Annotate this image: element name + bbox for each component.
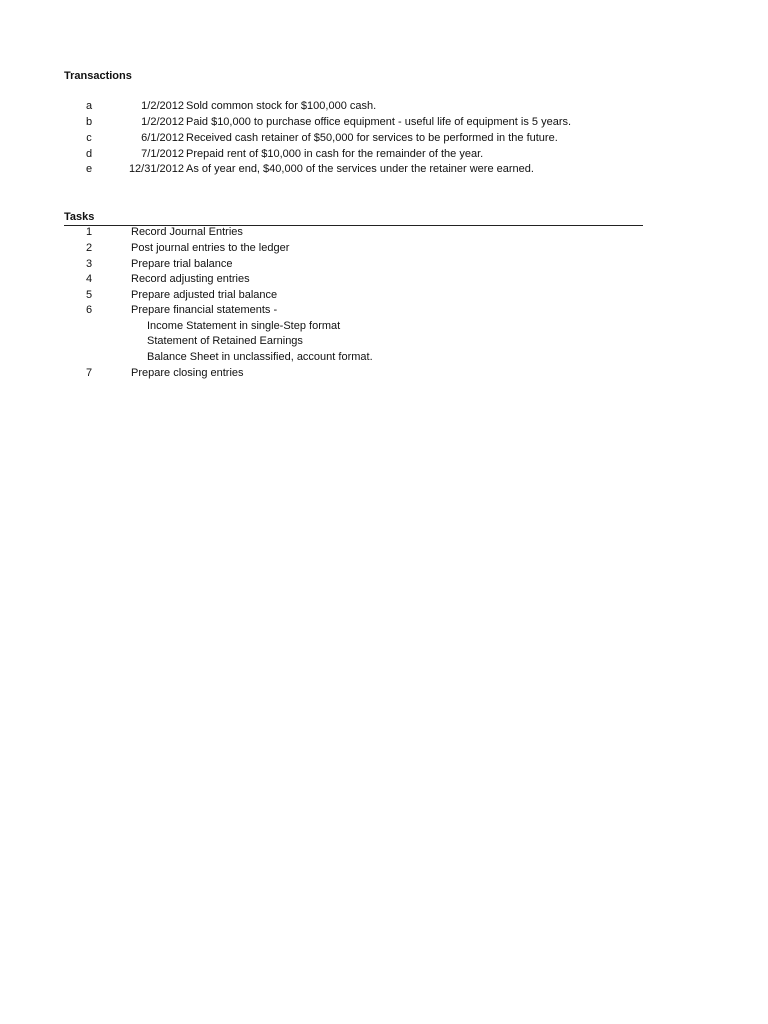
- tasks-heading: Tasks: [64, 211, 95, 223]
- task-number: 5: [85, 289, 93, 301]
- task-number: 7: [85, 367, 93, 379]
- transaction-date: 1/2/2012: [141, 116, 184, 128]
- task-label: Prepare trial balance: [131, 258, 233, 270]
- task-row-6: [0, 303, 700, 319]
- transaction-row-d: [0, 147, 700, 163]
- task-sub-item: Balance Sheet in unclassified, account format.: [147, 351, 373, 363]
- transaction-description: As of year end, $40,000 of the services under the retainer were earned.: [186, 163, 534, 175]
- task-row-7: [0, 366, 700, 382]
- task-label: Post journal entries to the ledger: [131, 242, 290, 254]
- transaction-letter: b: [85, 116, 93, 128]
- transaction-row-a: [0, 99, 700, 115]
- task-label: Prepare adjusted trial balance: [131, 289, 278, 301]
- transaction-letter: a: [85, 100, 93, 112]
- task-row-4: [0, 272, 700, 288]
- transaction-description: Received cash retainer of $50,000 for services to be performed in the future.: [186, 132, 558, 144]
- transaction-description: Paid $10,000 to purchase office equipment - useful life of equipment is 5 years.: [186, 116, 572, 128]
- transaction-row-e: [0, 162, 700, 178]
- task-label: Prepare closing entries: [131, 367, 244, 379]
- transaction-description: Prepaid rent of $10,000 in cash for the remainder of the year.: [186, 148, 484, 160]
- transaction-date: 12/31/2012: [128, 163, 184, 175]
- task-row-5: [0, 288, 700, 304]
- task-row-1: [0, 225, 700, 241]
- transaction-description: Sold common stock for $100,000 cash.: [186, 100, 377, 112]
- task-number: 2: [85, 242, 93, 254]
- transaction-date: 7/1/2012: [141, 148, 184, 160]
- task-sub-item: Statement of Retained Earnings: [147, 335, 303, 347]
- task-number: 6: [85, 304, 93, 316]
- transaction-row-c: [0, 131, 700, 147]
- task-label: Prepare financial statements -: [131, 304, 278, 316]
- task-sub-item: Income Statement in single-Step format: [147, 320, 341, 332]
- transaction-row-b: [0, 115, 700, 131]
- task-label: Record Journal Entries: [131, 226, 243, 238]
- transaction-letter: e: [85, 163, 93, 175]
- transaction-letter: c: [86, 132, 92, 144]
- task-number: 4: [85, 273, 93, 285]
- task-row-3: [0, 257, 700, 273]
- transaction-date: 1/2/2012: [141, 100, 184, 112]
- transactions-heading: Transactions: [64, 70, 132, 82]
- transaction-letter: d: [85, 148, 93, 160]
- task-number: 1: [85, 226, 93, 238]
- transaction-date: 6/1/2012: [141, 132, 184, 144]
- task-number: 3: [85, 258, 93, 270]
- task-label: Record adjusting entries: [131, 273, 250, 285]
- task-row-2: [0, 241, 700, 257]
